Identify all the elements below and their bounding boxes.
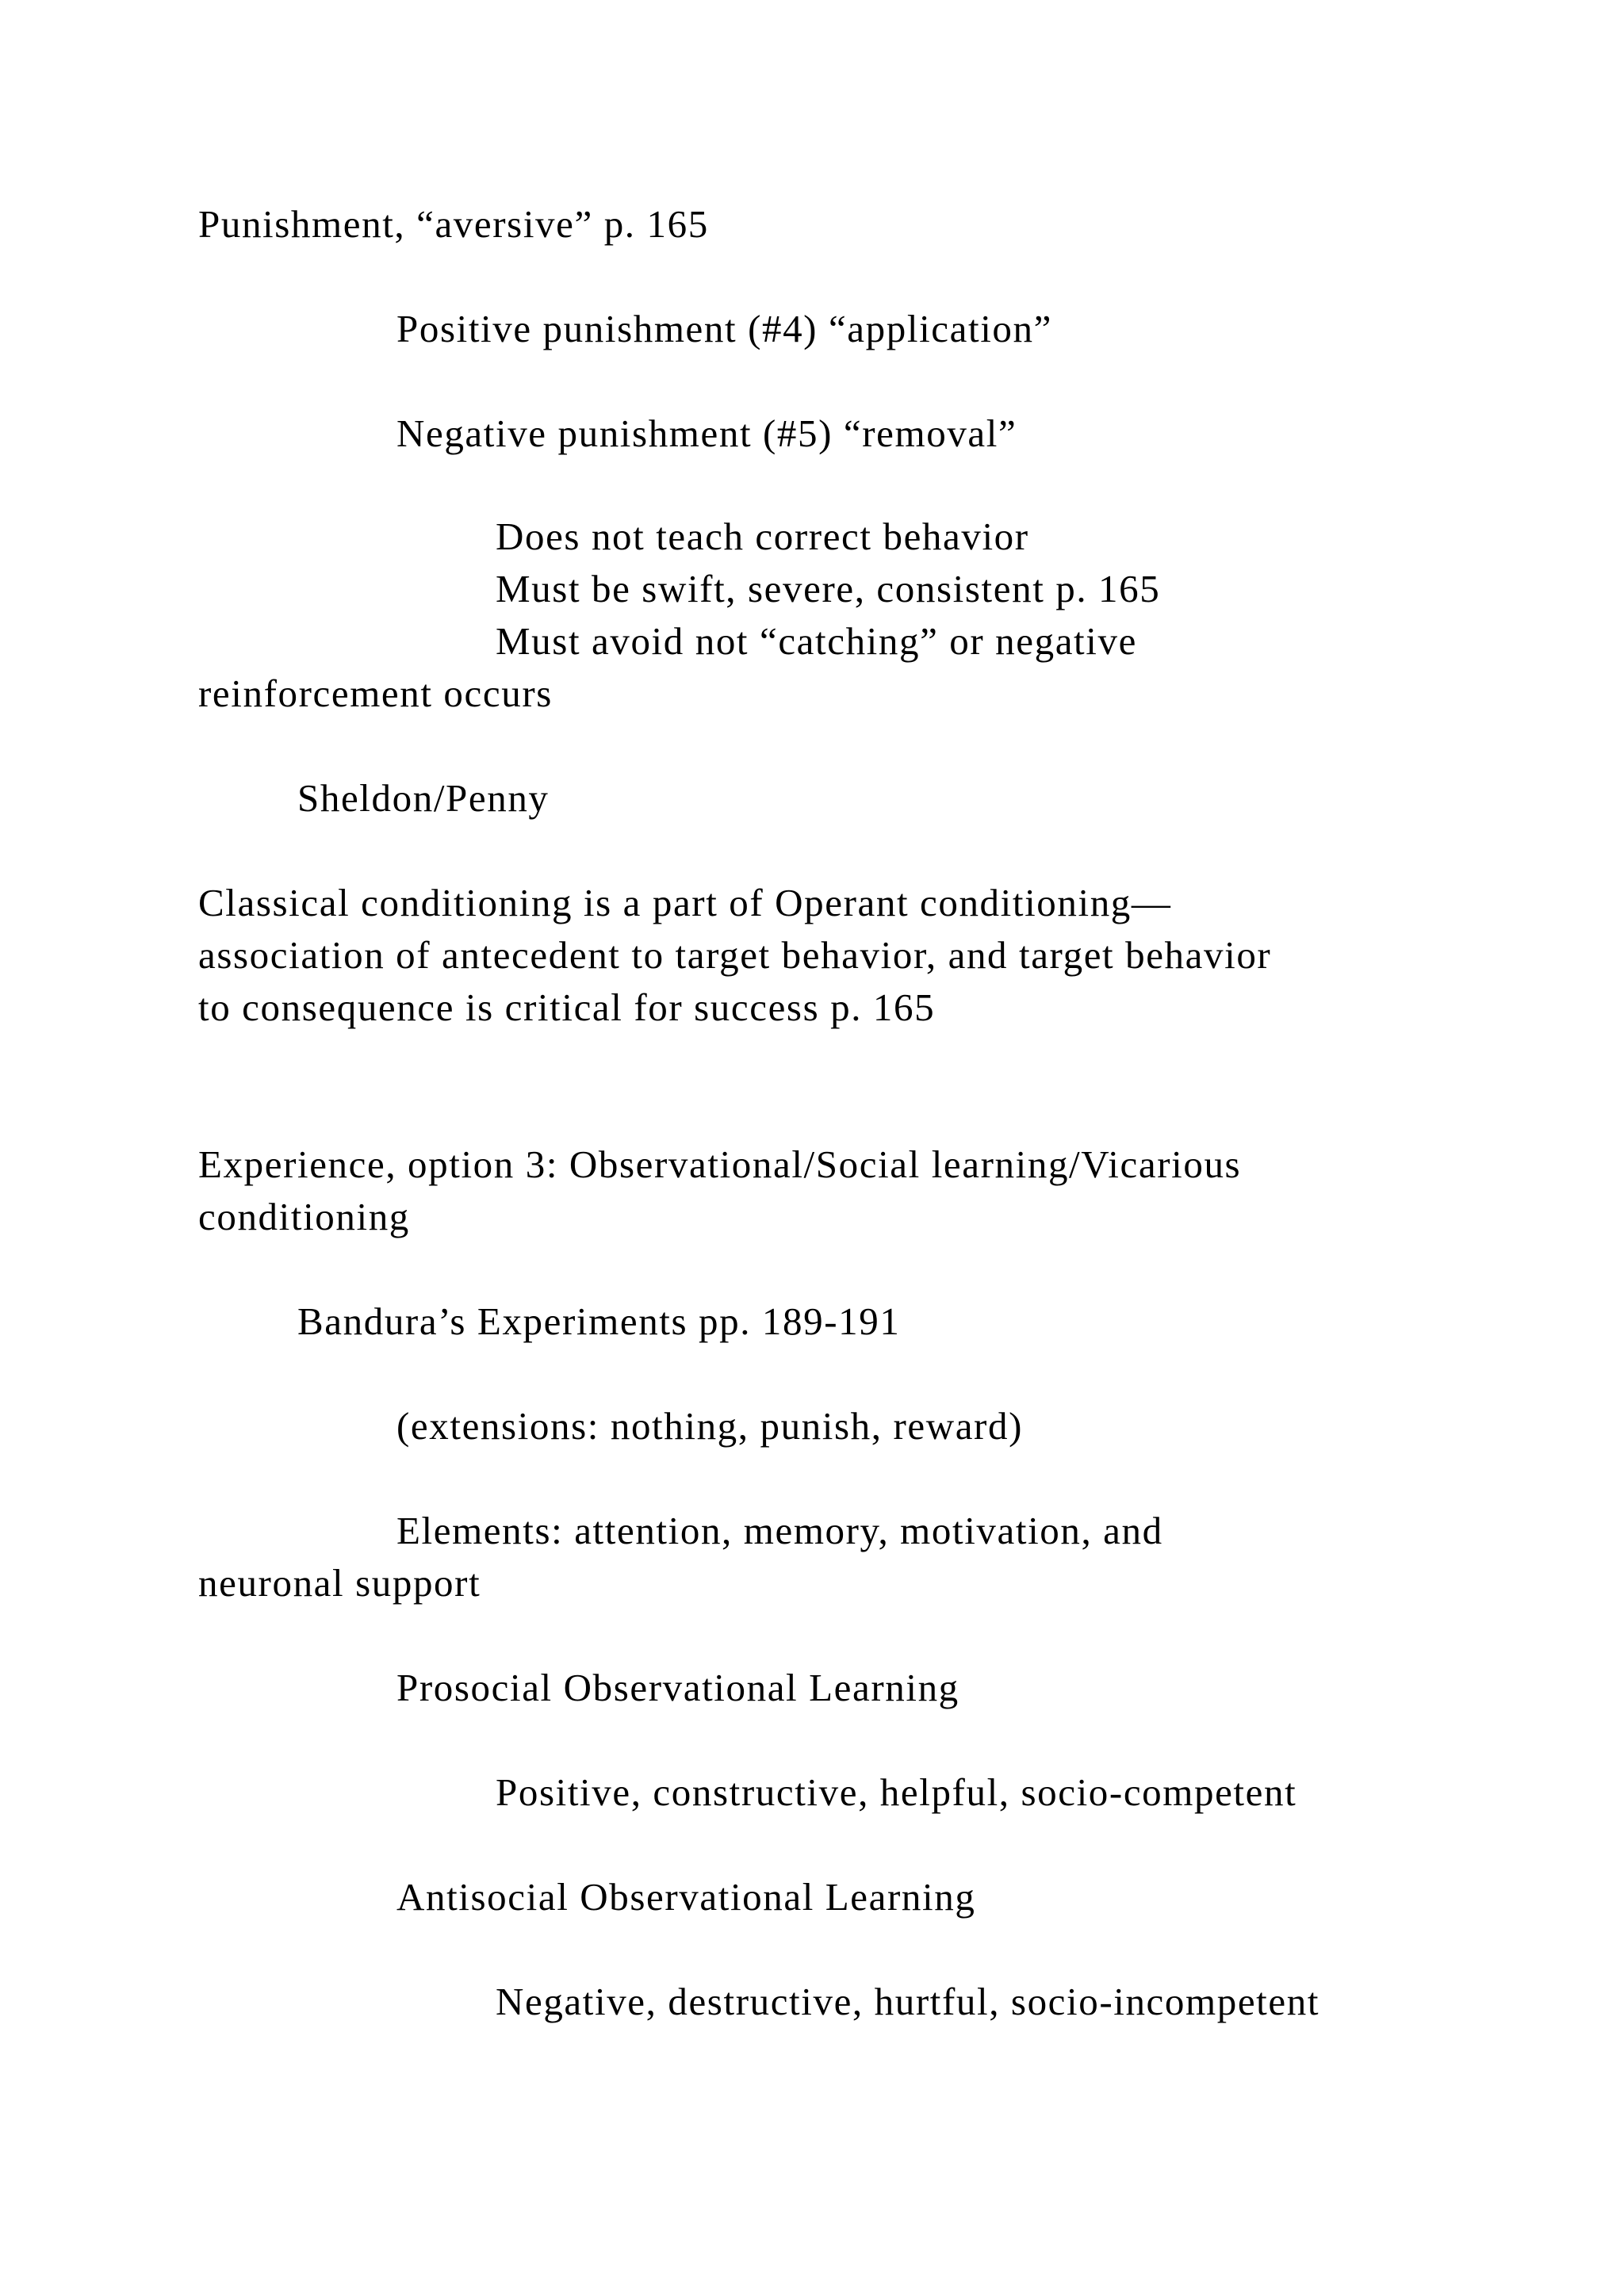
bandura-elements-cont: neuronal support — [198, 1561, 481, 1605]
positive-punishment-line: Positive punishment (#4) “application” — [396, 307, 1052, 350]
bandura-elements: Elements: attention, memory, motivation, and — [396, 1509, 1163, 1552]
bandura-experiments: Bandura’s Experiments pp. 189-191 — [297, 1299, 901, 1343]
prosocial-heading: Prosocial Observational Learning — [396, 1666, 959, 1709]
classical-paragraph-2: association of antecedent to target behavior, and target behavior — [198, 933, 1272, 977]
negative-punishment-line: Negative punishment (#5) “removal” — [396, 411, 1017, 455]
antisocial-heading: Antisocial Observational Learning — [396, 1875, 976, 1919]
prosocial-description: Positive, constructive, helpful, socio-competent — [496, 1770, 1297, 1814]
punishment-note-2: Must be swift, severe, consistent p. 165 — [496, 567, 1161, 610]
heading-experience-3: Experience, option 3: Observational/Social learning/Vicarious — [198, 1142, 1242, 1186]
example-sheldon-penny: Sheldon/Penny — [297, 776, 550, 820]
antisocial-description: Negative, destructive, hurtful, socio-incompetent — [496, 1980, 1320, 2023]
heading-experience-3-cont: conditioning — [198, 1195, 410, 1238]
bandura-extensions: (extensions: nothing, punish, reward) — [396, 1404, 1023, 1448]
punishment-note-1: Does not teach correct behavior — [496, 515, 1029, 558]
punishment-note-3: Must avoid not “catching” or negative — [496, 619, 1137, 663]
classical-paragraph-1: Classical conditioning is a part of Operant conditioning— — [198, 881, 1172, 924]
punishment-note-3-cont: reinforcement occurs — [198, 672, 553, 715]
classical-paragraph-3: to consequence is critical for success p. 165 — [198, 985, 936, 1029]
heading-punishment: Punishment, “aversive” p. 165 — [198, 202, 709, 246]
